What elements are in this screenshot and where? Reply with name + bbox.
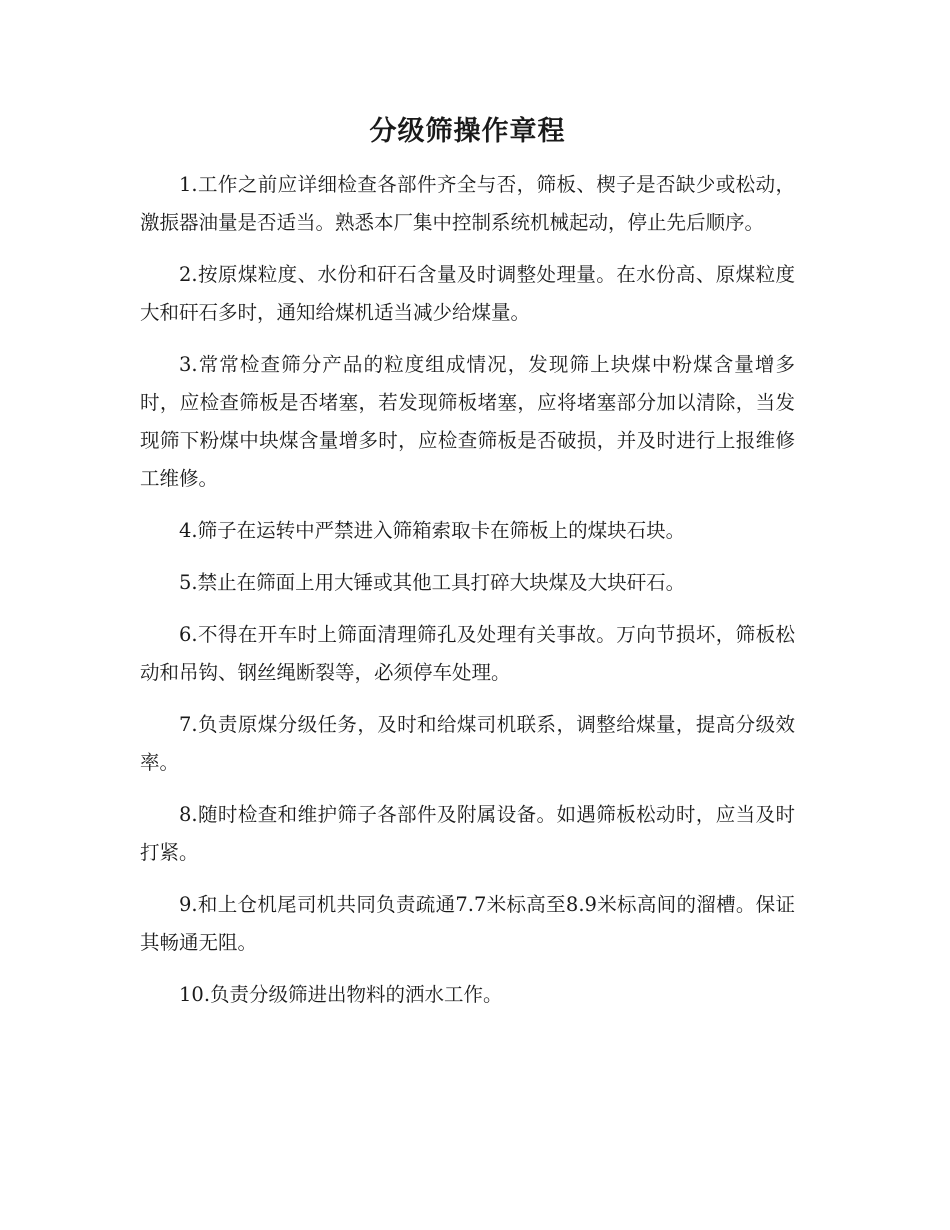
procedure-item-6: 6.不得在开车时上筛面清理筛孔及处理有关事故。万向节损坏，筛板松动和吊钩、钢丝绳断裂等，必须停车处理。 (140, 623, 795, 684)
document-page (140, 112, 795, 1028)
page-title: 分级筛操作章程 (369, 116, 566, 147)
procedure-item-3: 3.常常检查筛分产品的粒度组成情况，发现筛上块煤中粉煤含量增多时，应检查筛板是否堵塞，若发现筛板堵塞，应将堵塞部分加以清除，当发现筛下粉煤中块煤含量增多时，应检查筛板是否破损，并及时进行上报维修工维修。 (140, 353, 795, 490)
procedure-item-1: 1.工作之前应详细检查各部件齐全与否，筛板、楔子是否缺少或松动，激振器油量是否适当。熟悉本厂集中控制系统机械起动，停止先后顺序。 (140, 173, 795, 234)
procedure-item-10: 10.负责分级筛进出物料的洒水工作。 (179, 983, 503, 1006)
procedure-item-7: 7.负责原煤分级任务，及时和给煤司机联系，调整给煤量，提高分级效率。 (140, 713, 795, 774)
procedure-item-5: 5.禁止在筛面上用大锤或其他工具打碎大块煤及大块矸石。 (179, 571, 686, 594)
procedure-item-9: 9.和上仓机尾司机共同负责疏通7.7米标高至8.9米标高间的溜槽。保证其畅通无阻。 (140, 893, 795, 954)
procedure-item-4: 4.筛子在运转中严禁进入筛箱索取卡在筛板上的煤块石块。 (179, 519, 686, 542)
procedure-item-8: 8.随时检查和维护筛子各部件及附属设备。如遇筛板松动时，应当及时打紧。 (140, 803, 795, 864)
procedure-item-2: 2.按原煤粒度、水份和矸石含量及时调整处理量。在水份高、原煤粒度大和矸石多时，通知给煤机适当减少给煤量。 (140, 263, 795, 324)
